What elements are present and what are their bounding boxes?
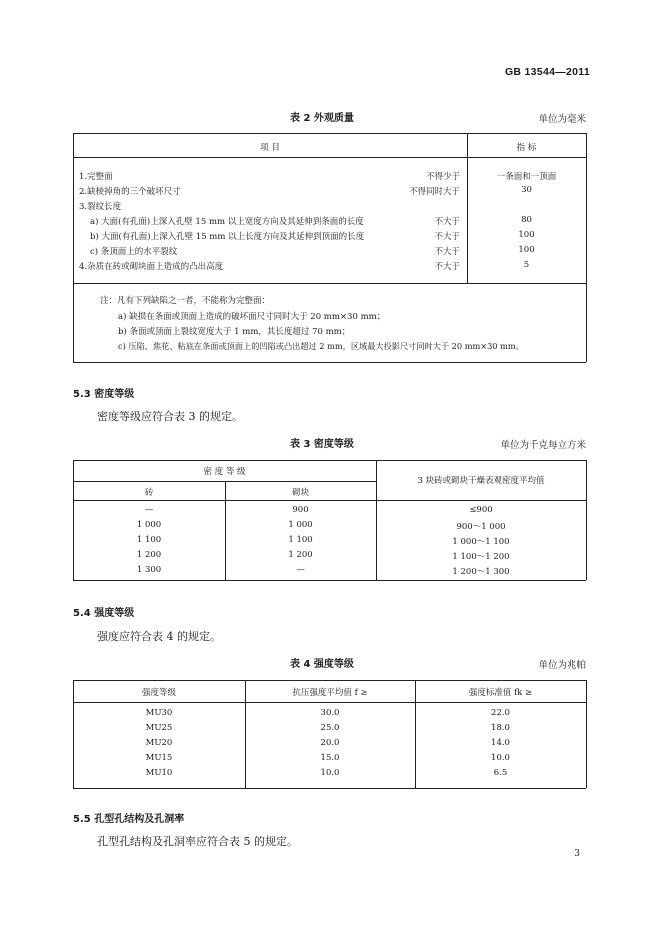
table4-caption: 表 4 强度等级 — [290, 659, 354, 670]
table4-row-std: 6.5 — [493, 768, 508, 778]
table3-header-rule — [73, 500, 586, 501]
table2-row-value: 80 — [521, 215, 532, 225]
table3-top-rule — [73, 460, 586, 461]
table3-group-header: 密 度 等 级 — [203, 467, 246, 477]
table4-row-std: 10.0 — [491, 753, 510, 763]
section-5-3-text: 密度等级应符合表 3 的规定。 — [97, 410, 243, 423]
table2-row-value: 100 — [518, 245, 535, 255]
table3-row-block: 1 200 — [288, 550, 313, 560]
table4-row-grade: MU25 — [145, 723, 173, 733]
table2-row-item: 3.裂纹长度 — [79, 202, 122, 212]
table2-caption: 表 2 外观质量 — [290, 113, 354, 124]
table3-row-brick: 1 200 — [136, 550, 162, 560]
table4-row-std: 18.0 — [491, 723, 510, 733]
table3-col-brick: 砖 — [144, 488, 154, 498]
table4-row-std: 22.0 — [491, 708, 510, 718]
table2-row-item: 4.杂质在砖或砌块面上造成的凸出高度 — [79, 262, 224, 272]
section-5-5-text: 孔型孔结构及孔洞率应符合表 5 的规定。 — [97, 835, 298, 848]
table3-row-brick: 1 300 — [136, 565, 162, 575]
table4-col-mean: 抗压强度平均值 f ≥ — [292, 688, 368, 698]
table2-header-rule — [73, 157, 586, 158]
table2-row-item: a) 大面(有孔面)上深入孔壁 15 mm 以上宽度方向及其延伸到条面的长度 — [90, 217, 364, 227]
table3-row-brick: 1 000 — [136, 520, 162, 530]
table2-note: a) 缺损在条面或顶面上造成的破坏面尺寸同时大于 20 mm×30 mm； — [118, 312, 386, 322]
table2-note-rule — [73, 283, 586, 284]
table2-row-cond: 不大于 — [434, 262, 460, 272]
table3-row-avg: 1 000～1 100 — [452, 537, 510, 547]
table3-row-avg: 900～1 000 — [456, 522, 506, 532]
page-number: 3 — [574, 849, 580, 859]
table4-col-grade: 强度等级 — [141, 688, 176, 698]
table2-col-item: 项 目 — [260, 143, 280, 153]
table2-left-border — [73, 133, 74, 362]
table4-row-grade: MU10 — [145, 768, 173, 778]
table4-header-rule — [73, 702, 586, 703]
table3-row-avg: ≤900 — [469, 505, 493, 515]
table2-row-cond: 不大于 — [434, 232, 460, 242]
table2-row-item: 1.完整面 — [79, 172, 113, 182]
table2-row-cond: 不得同时大于 — [408, 187, 460, 197]
table4-row-mean: 25.0 — [320, 723, 340, 733]
table2-col-index: 指 标 — [516, 143, 537, 153]
section-5-3-heading: 5.3 密度等级 — [73, 389, 135, 400]
table2-row-cond: 不得少于 — [425, 172, 460, 182]
table4-row-mean: 15.0 — [320, 753, 340, 763]
table2-note: b) 条面或顶面上裂纹宽度大于 1 mm，其长度超过 70 mm； — [118, 327, 351, 337]
standard-number: GB 13544—2011 — [504, 66, 590, 78]
table4-row-mean: 30.0 — [320, 708, 340, 718]
table3-right-border — [586, 460, 587, 580]
table4-row-grade: MU20 — [145, 738, 173, 748]
table3-row-block: 900 — [292, 505, 309, 515]
table3-row-block: — — [296, 565, 305, 575]
table3-bottom-rule — [73, 580, 586, 581]
table4-unit: 单位为兆帕 — [538, 660, 586, 671]
table3-col-avg: 3 块砖或砌块干燥表观密度平均值 — [417, 476, 545, 486]
table3-row-block: 1 100 — [288, 535, 313, 545]
table4-row-std: 14.0 — [491, 738, 510, 748]
table3-caption: 表 3 密度等级 — [290, 439, 354, 450]
table2-row-item: c) 条顶面上的水平裂纹 — [90, 247, 178, 257]
table3-unit: 单位为千克每立方米 — [500, 440, 586, 451]
table2-row-item: b) 大面(有孔面)上深入孔壁 15 mm 以上长度方向及其延伸到顶面的长度 — [90, 232, 365, 242]
table4-row-grade: MU30 — [145, 708, 173, 718]
table2-row-value: 30 — [521, 185, 532, 195]
table3-row-brick: — — [144, 505, 154, 515]
table4-row-mean: 10.0 — [320, 768, 340, 778]
table4-row-mean: 20.0 — [320, 738, 340, 748]
table3-col-block: 砌块 — [291, 488, 309, 498]
section-5-4-text: 强度应符合表 4 的规定。 — [97, 630, 221, 643]
table2-right-border — [586, 133, 587, 362]
table2-note: c) 压陷、焦花、粘底在条面或顶面上的凹陷或凸出超过 2 mm，区域最大投影尺寸同时大于 20 mm×30 mm。 — [118, 341, 524, 351]
table4-right-border — [586, 680, 587, 788]
section-5-5-heading: 5.5 孔型孔结构及孔洞率 — [73, 814, 185, 825]
table2-note-title: 注：凡有下列缺陷之一者，不能称为完整面： — [100, 296, 271, 306]
table3-row-avg: 1 100～1 200 — [452, 552, 510, 562]
table2-row-value: 5 — [523, 260, 530, 270]
table2-row-cond: 不大于 — [434, 247, 460, 257]
table2-top-rule — [73, 133, 586, 134]
table2-row-value: 100 — [518, 230, 535, 240]
table3-row-avg: 1 200～1 300 — [452, 567, 510, 577]
table2-unit: 单位为毫米 — [538, 114, 586, 125]
table2-bottom-rule — [73, 362, 586, 363]
table3-row-brick: 1 100 — [136, 535, 162, 545]
table2-row-cond: 不大于 — [434, 217, 460, 227]
table4-row-grade: MU15 — [145, 753, 173, 763]
table4-bottom-rule — [73, 788, 586, 789]
table2-row-item: 2.缺棱掉角的三个破坏尺寸 — [79, 187, 181, 197]
table4-col-std: 强度标准值 fk ≥ — [468, 688, 533, 698]
table3-row-block: 1 000 — [288, 520, 313, 530]
table2-row-value: 一条面和一顶面 — [496, 172, 557, 182]
table4-top-rule — [73, 680, 586, 681]
section-5-4-heading: 5.4 强度等级 — [73, 608, 135, 619]
